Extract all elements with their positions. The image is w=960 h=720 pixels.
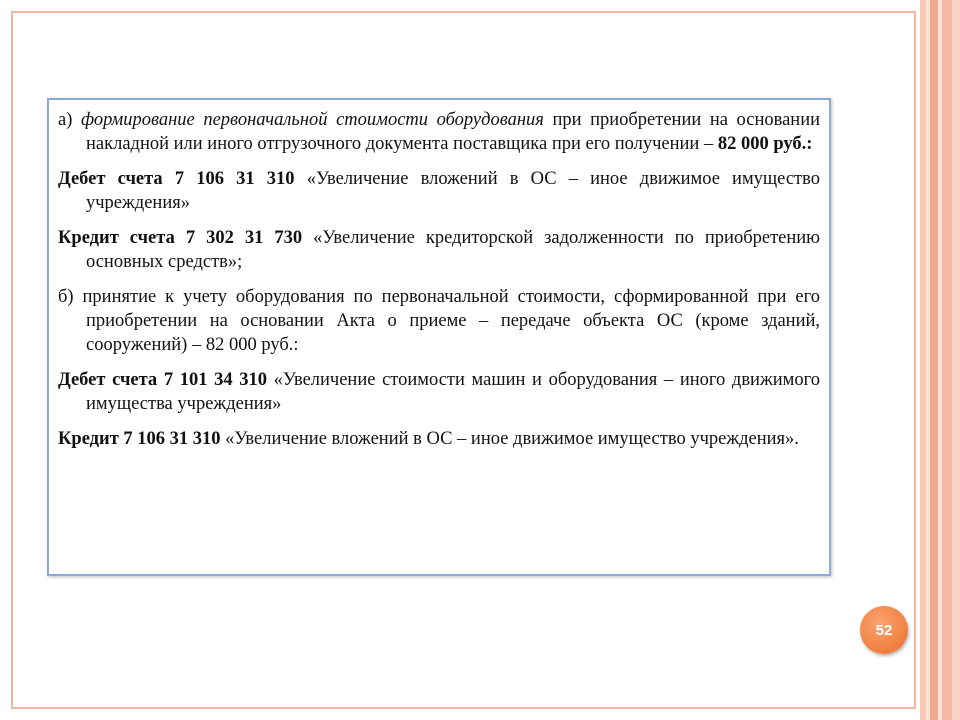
item-a-amount: 82 000 руб.: <box>717 134 813 154</box>
slide-frame-right <box>914 11 916 709</box>
item-a-text: при приобретении на основании накладной или иного отгрузочного документа поставщика при его получении – <box>86 110 820 154</box>
debit-2-text: «Увеличение стоимости машин и оборудования – иного движимого имущества учреждения» <box>86 370 820 414</box>
content-text-box <box>47 98 831 576</box>
credit-2-text: «Увеличение вложений в ОС – иное движимое имущество учреждения». <box>220 429 799 449</box>
debit-1-label: Дебет счета 7 106 31 310 <box>58 169 295 189</box>
item-b-paragraph <box>58 285 820 357</box>
item-a-prefix: а) <box>58 110 81 130</box>
decorative-stripe <box>930 0 938 720</box>
slide-frame-top <box>11 11 916 13</box>
debit-1-text: «Увеличение вложений в ОС – иное движимое имущество учреждения» <box>86 169 820 213</box>
credit-entry-1 <box>58 226 820 274</box>
credit-2-label: Кредит 7 106 31 310 <box>58 429 221 449</box>
decorative-stripe <box>942 0 952 720</box>
page-number-badge <box>860 606 908 654</box>
item-a-paragraph <box>58 108 820 156</box>
decorative-stripe <box>952 0 960 720</box>
item-b-text: б) принятие к учету оборудования по первоначальной стоимости, сформированной при его приобретении на основании Акта о приеме – передаче объекта ОС (кроме зданий, сооружений) – 82 000 руб.: <box>58 287 820 355</box>
debit-entry-2 <box>58 368 820 416</box>
slide-frame-bottom <box>11 707 916 709</box>
item-a-italic-text: формирование первоначальной стоимости оборудования <box>80 110 544 130</box>
credit-1-label: Кредит счета 7 302 31 730 <box>58 228 303 248</box>
credit-entry-2 <box>58 427 820 451</box>
debit-2-label: Дебет счета 7 101 34 310 <box>58 370 268 390</box>
page-number: 52 <box>875 621 893 639</box>
debit-entry-1 <box>58 167 820 215</box>
credit-1-text: «Увеличение кредиторской задолженности по приобретению основных средств»; <box>86 228 820 272</box>
slide-frame-left <box>11 11 13 709</box>
